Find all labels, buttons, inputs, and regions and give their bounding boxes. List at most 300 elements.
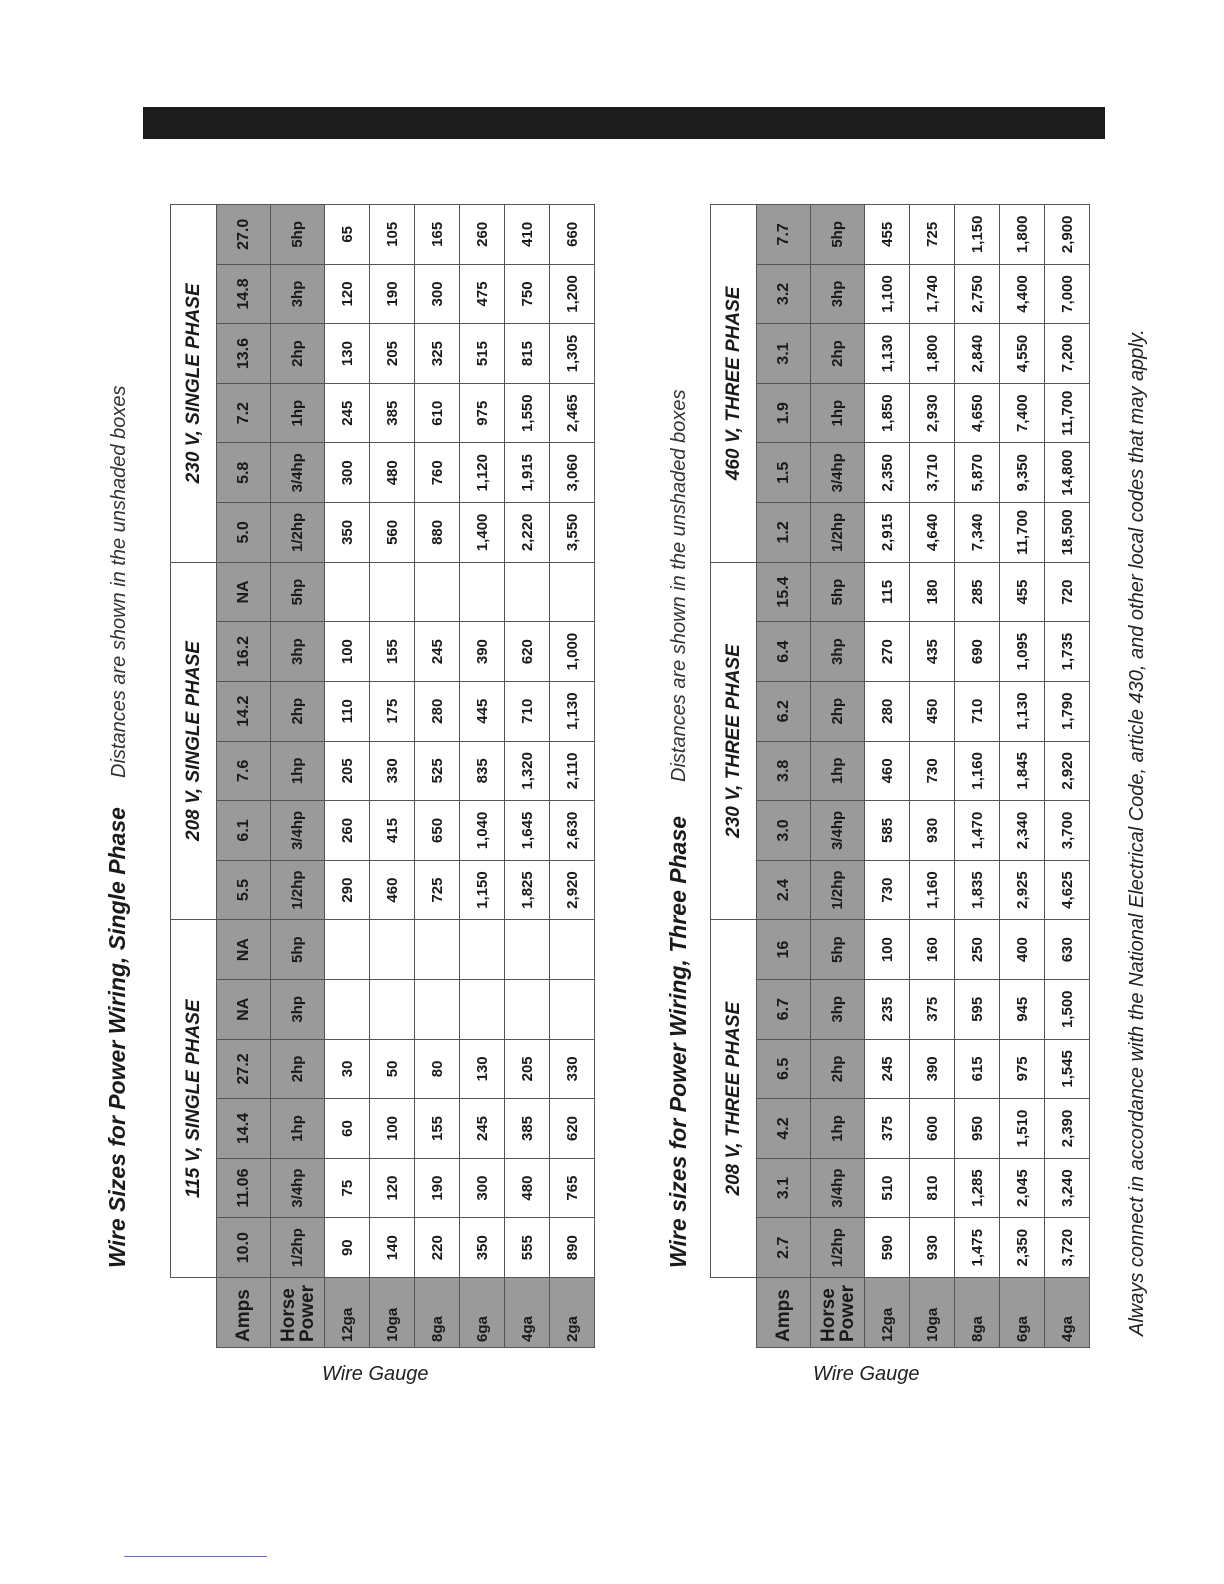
distance-cell: 2,915 <box>865 503 910 563</box>
distance-cell: 270 <box>865 622 910 682</box>
distance-cell: 2,390 <box>1045 1099 1090 1159</box>
single-phase-table <box>170 204 595 1348</box>
distance-cell: 3,720 <box>1045 1218 1090 1278</box>
distance-cell: 725 <box>910 205 955 265</box>
distance-cell: 1,130 <box>865 324 910 384</box>
amps-cell: 15.4 <box>757 562 811 622</box>
distance-cell: 385 <box>505 1099 550 1159</box>
distance-cell: 630 <box>1045 920 1090 980</box>
gauge-row <box>370 205 415 1348</box>
gauge-row <box>460 205 505 1348</box>
distance-cell: 50 <box>370 1039 415 1099</box>
distance-cell: 2,110 <box>550 741 595 801</box>
gauge-label: 2ga <box>550 1278 595 1348</box>
distance-cell: 1,000 <box>550 622 595 682</box>
distance-cell: 650 <box>415 801 460 861</box>
amps-cell: 14.8 <box>217 264 271 324</box>
distance-cell: 2,930 <box>910 383 955 443</box>
hp-cell: 1hp <box>271 383 325 443</box>
distance-cell: 390 <box>460 622 505 682</box>
gauge-label: 6ga <box>460 1278 505 1348</box>
distance-cell: 2,920 <box>1045 741 1090 801</box>
hp-cell: 2hp <box>271 324 325 384</box>
gauge-row <box>1045 205 1090 1348</box>
distance-cell: 1,800 <box>910 324 955 384</box>
gauge-label: 12ga <box>865 1278 910 1348</box>
distance-cell: 385 <box>370 383 415 443</box>
hp-cell: 1/2hp <box>271 503 325 563</box>
distance-cell: 60 <box>325 1099 370 1159</box>
hp-cell: 5hp <box>811 920 865 980</box>
row-label-horse-power: Horse Power <box>811 1278 865 1348</box>
distance-cell: 235 <box>865 979 910 1039</box>
distance-cell: 525 <box>415 741 460 801</box>
hp-cell: 3/4hp <box>811 443 865 503</box>
distance-cell: 325 <box>415 324 460 384</box>
distance-cell: 375 <box>910 979 955 1039</box>
distance-cell <box>460 920 505 980</box>
distance-cell: 480 <box>370 443 415 503</box>
distance-cell: 280 <box>415 681 460 741</box>
distance-cell: 300 <box>415 264 460 324</box>
distance-cell <box>370 562 415 622</box>
gauge-row <box>325 205 370 1348</box>
amps-cell: 3.8 <box>757 741 811 801</box>
amps-cell: 6.1 <box>217 801 271 861</box>
horse-power-row <box>271 205 325 1348</box>
three-phase-table <box>710 204 1090 1348</box>
hp-cell: 2hp <box>271 681 325 741</box>
hp-cell: 3hp <box>811 979 865 1039</box>
amps-cell: NA <box>217 562 271 622</box>
distance-cell: 4,640 <box>910 503 955 563</box>
hp-cell: 5hp <box>811 205 865 265</box>
distance-cell <box>505 920 550 980</box>
amps-cell: 14.2 <box>217 681 271 741</box>
distance-cell: 11,700 <box>1000 503 1045 563</box>
distance-cell: 450 <box>910 681 955 741</box>
distance-cell: 1,160 <box>955 741 1000 801</box>
distance-cell: 280 <box>865 681 910 741</box>
voltage-group-label: 230 V, SINGLE PHASE <box>171 205 217 563</box>
hp-cell: 1/2hp <box>811 503 865 563</box>
amps-cell: 7.7 <box>757 205 811 265</box>
distance-cell: 455 <box>865 205 910 265</box>
gauge-row <box>550 205 595 1348</box>
hp-cell: 3/4hp <box>271 443 325 503</box>
distance-cell: 410 <box>505 205 550 265</box>
distance-cell: 595 <box>955 979 1000 1039</box>
distance-cell: 585 <box>865 801 910 861</box>
distance-cell: 3,700 <box>1045 801 1090 861</box>
hp-cell: 3hp <box>811 622 865 682</box>
distance-cell: 1,040 <box>460 801 505 861</box>
amps-cell: 11.06 <box>217 1158 271 1218</box>
gauge-row <box>955 205 1000 1348</box>
distance-cell <box>550 920 595 980</box>
distance-cell: 760 <box>415 443 460 503</box>
amps-cell: 10.0 <box>217 1218 271 1278</box>
distance-cell: 1,740 <box>910 264 955 324</box>
amps-cell: 6.2 <box>757 681 811 741</box>
distance-cell: 1,850 <box>865 383 910 443</box>
distance-cell: 155 <box>370 622 415 682</box>
row-label-horse-power: Horse Power <box>271 1278 325 1348</box>
distance-cell: 615 <box>955 1039 1000 1099</box>
gauge-row <box>415 205 460 1348</box>
amps-cell: 5.0 <box>217 503 271 563</box>
distance-cell: 1,645 <box>505 801 550 861</box>
voltage-group-label: 115 V, SINGLE PHASE <box>171 920 217 1278</box>
distance-cell: 130 <box>460 1039 505 1099</box>
distance-cell: 140 <box>370 1218 415 1278</box>
distance-cell <box>370 979 415 1039</box>
distance-cell: 710 <box>955 681 1000 741</box>
distance-cell: 245 <box>325 383 370 443</box>
distance-cell: 4,650 <box>955 383 1000 443</box>
distance-cell: 1,825 <box>505 860 550 920</box>
amps-cell: 16.2 <box>217 622 271 682</box>
gauge-row <box>1000 205 1045 1348</box>
distance-cell: 350 <box>460 1218 505 1278</box>
distance-cell: 330 <box>370 741 415 801</box>
distance-cell: 205 <box>325 741 370 801</box>
distance-cell: 165 <box>415 205 460 265</box>
gauge-label: 8ga <box>955 1278 1000 1348</box>
distance-cell: 600 <box>910 1099 955 1159</box>
amps-cell: 6.4 <box>757 622 811 682</box>
amps-cell: 5.5 <box>217 860 271 920</box>
hp-cell: 1hp <box>271 1099 325 1159</box>
distance-cell: 1,285 <box>955 1158 1000 1218</box>
gauge-row <box>910 205 955 1348</box>
distance-cell: 100 <box>325 622 370 682</box>
distance-cell: 2,350 <box>865 443 910 503</box>
amps-cell: 7.6 <box>217 741 271 801</box>
amps-cell: 3.2 <box>757 264 811 324</box>
distance-cell: 1,120 <box>460 443 505 503</box>
single-phase-note: Distances are shown in the unshaded boxes <box>108 385 130 778</box>
voltage-group-label: 208 V, SINGLE PHASE <box>171 562 217 920</box>
distance-cell: 350 <box>325 503 370 563</box>
amps-cell: NA <box>217 979 271 1039</box>
distance-cell: 560 <box>370 503 415 563</box>
hp-cell: 1hp <box>811 383 865 443</box>
distance-cell: 120 <box>325 264 370 324</box>
distance-cell: 175 <box>370 681 415 741</box>
hp-cell: 3/4hp <box>271 1158 325 1218</box>
distance-cell: 455 <box>1000 562 1045 622</box>
amps-cell: 2.7 <box>757 1218 811 1278</box>
distance-cell: 1,475 <box>955 1218 1000 1278</box>
distance-cell: 7,340 <box>955 503 1000 563</box>
distance-cell: 130 <box>325 324 370 384</box>
amps-cell: 1.9 <box>757 383 811 443</box>
distance-cell: 445 <box>460 681 505 741</box>
distance-cell <box>505 979 550 1039</box>
distance-cell <box>415 562 460 622</box>
distance-cell: 1,545 <box>1045 1039 1090 1099</box>
distance-cell: 220 <box>415 1218 460 1278</box>
distance-cell: 460 <box>370 860 415 920</box>
distance-cell: 1,160 <box>910 860 955 920</box>
hp-cell: 1/2hp <box>811 1218 865 1278</box>
hp-cell: 2hp <box>811 324 865 384</box>
distance-cell: 205 <box>370 324 415 384</box>
distance-cell <box>550 979 595 1039</box>
distance-cell: 1,130 <box>550 681 595 741</box>
voltage-group-label: 208 V, THREE PHASE <box>711 920 757 1278</box>
gauge-label: 4ga <box>1045 1278 1090 1348</box>
distance-cell: 75 <box>325 1158 370 1218</box>
distance-cell: 285 <box>955 562 1000 622</box>
three-phase-table-wrap <box>710 204 1090 1348</box>
nec-footnote: Always connect in accordance with the National Electrical Code, article 430, and other local codes that may apply. <box>1126 329 1148 1336</box>
distance-cell: 1,100 <box>865 264 910 324</box>
distance-cell: 835 <box>460 741 505 801</box>
distance-cell: 945 <box>1000 979 1045 1039</box>
distance-cell: 100 <box>865 920 910 980</box>
hp-cell: 2hp <box>271 1039 325 1099</box>
amps-row <box>217 205 271 1348</box>
row-label-amps: Amps <box>217 1278 271 1348</box>
distance-cell: 1,200 <box>550 264 595 324</box>
single-phase-title: Wire Sizes for Power Wiring, Single Phase <box>104 807 130 1268</box>
corner-blank <box>171 1278 217 1348</box>
distance-cell: 2,925 <box>1000 860 1045 920</box>
distance-cell: 1,845 <box>1000 741 1045 801</box>
amps-cell: 14.4 <box>217 1099 271 1159</box>
distance-cell: 1,095 <box>1000 622 1045 682</box>
distance-cell: 4,625 <box>1045 860 1090 920</box>
wire-gauge-label-single: Wire Gauge <box>322 1363 429 1385</box>
distance-cell: 730 <box>910 741 955 801</box>
amps-cell: 3.1 <box>757 324 811 384</box>
hp-cell: 3hp <box>271 622 325 682</box>
distance-cell: 2,630 <box>550 801 595 861</box>
distance-cell: 3,710 <box>910 443 955 503</box>
distance-cell: 155 <box>415 1099 460 1159</box>
gauge-label: 12ga <box>325 1278 370 1348</box>
distance-cell: 480 <box>505 1158 550 1218</box>
hp-cell: 1hp <box>811 1099 865 1159</box>
distance-cell: 190 <box>415 1158 460 1218</box>
distance-cell <box>460 562 505 622</box>
distance-cell: 815 <box>505 324 550 384</box>
distance-cell: 2,840 <box>955 324 1000 384</box>
distance-cell: 975 <box>460 383 505 443</box>
gauge-row <box>865 205 910 1348</box>
distance-cell <box>460 979 505 1039</box>
distance-cell: 880 <box>415 503 460 563</box>
distance-cell: 435 <box>910 622 955 682</box>
distance-cell: 120 <box>370 1158 415 1218</box>
distance-cell: 105 <box>370 205 415 265</box>
distance-cell: 1,150 <box>955 205 1000 265</box>
distance-cell: 300 <box>460 1158 505 1218</box>
distance-cell: 1,130 <box>1000 681 1045 741</box>
distance-cell <box>370 920 415 980</box>
amps-cell: 7.2 <box>217 383 271 443</box>
distance-cell: 3,550 <box>550 503 595 563</box>
distance-cell: 190 <box>370 264 415 324</box>
amps-cell: 13.6 <box>217 324 271 384</box>
distance-cell: 1,835 <box>955 860 1000 920</box>
header-bar <box>143 107 1105 139</box>
distance-cell: 810 <box>910 1158 955 1218</box>
amps-cell: 2.4 <box>757 860 811 920</box>
amps-cell: 16 <box>757 920 811 980</box>
distance-cell: 2,465 <box>550 383 595 443</box>
distance-cell: 4,400 <box>1000 264 1045 324</box>
distance-cell: 3,060 <box>550 443 595 503</box>
amps-cell: 27.2 <box>217 1039 271 1099</box>
distance-cell: 690 <box>955 622 1000 682</box>
distance-cell <box>415 920 460 980</box>
distance-cell: 5,870 <box>955 443 1000 503</box>
horse-power-row <box>811 205 865 1348</box>
amps-row <box>757 205 811 1348</box>
distance-cell: 660 <box>550 205 595 265</box>
voltage-group-row <box>171 205 217 1348</box>
gauge-row <box>505 205 550 1348</box>
amps-cell: 3.1 <box>757 1158 811 1218</box>
distance-cell: 260 <box>460 205 505 265</box>
hp-cell: 3/4hp <box>811 801 865 861</box>
voltage-group-row <box>711 205 757 1348</box>
distance-cell: 415 <box>370 801 415 861</box>
distance-cell: 160 <box>910 920 955 980</box>
distance-cell: 115 <box>865 562 910 622</box>
voltage-group-label: 230 V, THREE PHASE <box>711 562 757 920</box>
amps-cell: NA <box>217 920 271 980</box>
distance-cell: 4,550 <box>1000 324 1045 384</box>
distance-cell: 245 <box>415 622 460 682</box>
distance-cell: 1,150 <box>460 860 505 920</box>
distance-cell: 180 <box>910 562 955 622</box>
distance-cell: 930 <box>910 801 955 861</box>
distance-cell: 245 <box>865 1039 910 1099</box>
hp-cell: 5hp <box>271 562 325 622</box>
hp-cell: 2hp <box>811 1039 865 1099</box>
distance-cell: 475 <box>460 264 505 324</box>
distance-cell: 975 <box>1000 1039 1045 1099</box>
three-phase-title: Wire sizes for Power Wiring, Three Phase <box>665 815 691 1268</box>
distance-cell: 300 <box>325 443 370 503</box>
distance-cell: 620 <box>505 622 550 682</box>
distance-cell: 1,735 <box>1045 622 1090 682</box>
distance-cell: 11,700 <box>1045 383 1090 443</box>
amps-cell: 5.8 <box>217 443 271 503</box>
footer-line <box>124 1556 267 1557</box>
single-phase-table-wrap <box>170 204 595 1348</box>
distance-cell: 205 <box>505 1039 550 1099</box>
amps-cell: 27.0 <box>217 205 271 265</box>
distance-cell: 555 <box>505 1218 550 1278</box>
distance-cell: 290 <box>325 860 370 920</box>
hp-cell: 3hp <box>271 979 325 1039</box>
voltage-group-label: 460 V, THREE PHASE <box>711 205 757 563</box>
distance-cell: 260 <box>325 801 370 861</box>
amps-cell: 6.5 <box>757 1039 811 1099</box>
distance-cell: 2,340 <box>1000 801 1045 861</box>
distance-cell: 720 <box>1045 562 1090 622</box>
hp-cell: 1/2hp <box>271 860 325 920</box>
distance-cell: 765 <box>550 1158 595 1218</box>
distance-cell: 110 <box>325 681 370 741</box>
distance-cell <box>415 979 460 1039</box>
distance-cell: 2,350 <box>1000 1218 1045 1278</box>
distance-cell: 80 <box>415 1039 460 1099</box>
distance-cell: 100 <box>370 1099 415 1159</box>
distance-cell <box>325 979 370 1039</box>
distance-cell: 1,305 <box>550 324 595 384</box>
distance-cell: 510 <box>865 1158 910 1218</box>
amps-cell: 6.7 <box>757 979 811 1039</box>
distance-cell: 9,350 <box>1000 443 1045 503</box>
distance-cell: 890 <box>550 1218 595 1278</box>
amps-cell: 3.0 <box>757 801 811 861</box>
distance-cell: 1,790 <box>1045 681 1090 741</box>
gauge-label: 8ga <box>415 1278 460 1348</box>
gauge-label: 6ga <box>1000 1278 1045 1348</box>
distance-cell: 950 <box>955 1099 1000 1159</box>
distance-cell: 2,045 <box>1000 1158 1045 1218</box>
hp-cell: 3/4hp <box>811 1158 865 1218</box>
gauge-label: 10ga <box>910 1278 955 1348</box>
distance-cell: 3,240 <box>1045 1158 1090 1218</box>
hp-cell: 1/2hp <box>811 860 865 920</box>
distance-cell: 730 <box>865 860 910 920</box>
distance-cell <box>325 562 370 622</box>
distance-cell: 1,510 <box>1000 1099 1045 1159</box>
distance-cell: 2,750 <box>955 264 1000 324</box>
distance-cell: 610 <box>415 383 460 443</box>
three-phase-note: Distances are shown in the unshaded boxes <box>668 389 690 782</box>
distance-cell: 1,400 <box>460 503 505 563</box>
distance-cell: 90 <box>325 1218 370 1278</box>
distance-cell: 65 <box>325 205 370 265</box>
hp-cell: 5hp <box>271 920 325 980</box>
distance-cell: 7,000 <box>1045 264 1090 324</box>
amps-cell: 1.5 <box>757 443 811 503</box>
hp-cell: 3/4hp <box>271 801 325 861</box>
corner-blank <box>711 1278 757 1348</box>
distance-cell: 1,470 <box>955 801 1000 861</box>
hp-cell: 5hp <box>271 205 325 265</box>
distance-cell: 725 <box>415 860 460 920</box>
distance-cell: 390 <box>910 1039 955 1099</box>
distance-cell: 2,900 <box>1045 205 1090 265</box>
distance-cell: 620 <box>550 1099 595 1159</box>
distance-cell: 400 <box>1000 920 1045 980</box>
distance-cell: 1,800 <box>1000 205 1045 265</box>
hp-cell: 5hp <box>811 562 865 622</box>
row-label-amps: Amps <box>757 1278 811 1348</box>
distance-cell: 245 <box>460 1099 505 1159</box>
distance-cell: 930 <box>910 1218 955 1278</box>
distance-cell: 330 <box>550 1039 595 1099</box>
distance-cell: 2,920 <box>550 860 595 920</box>
distance-cell: 1,550 <box>505 383 550 443</box>
distance-cell: 1,915 <box>505 443 550 503</box>
distance-cell: 18,500 <box>1045 503 1090 563</box>
distance-cell: 375 <box>865 1099 910 1159</box>
hp-cell: 1/2hp <box>271 1218 325 1278</box>
gauge-label: 10ga <box>370 1278 415 1348</box>
distance-cell: 14,800 <box>1045 443 1090 503</box>
distance-cell: 1,500 <box>1045 979 1090 1039</box>
